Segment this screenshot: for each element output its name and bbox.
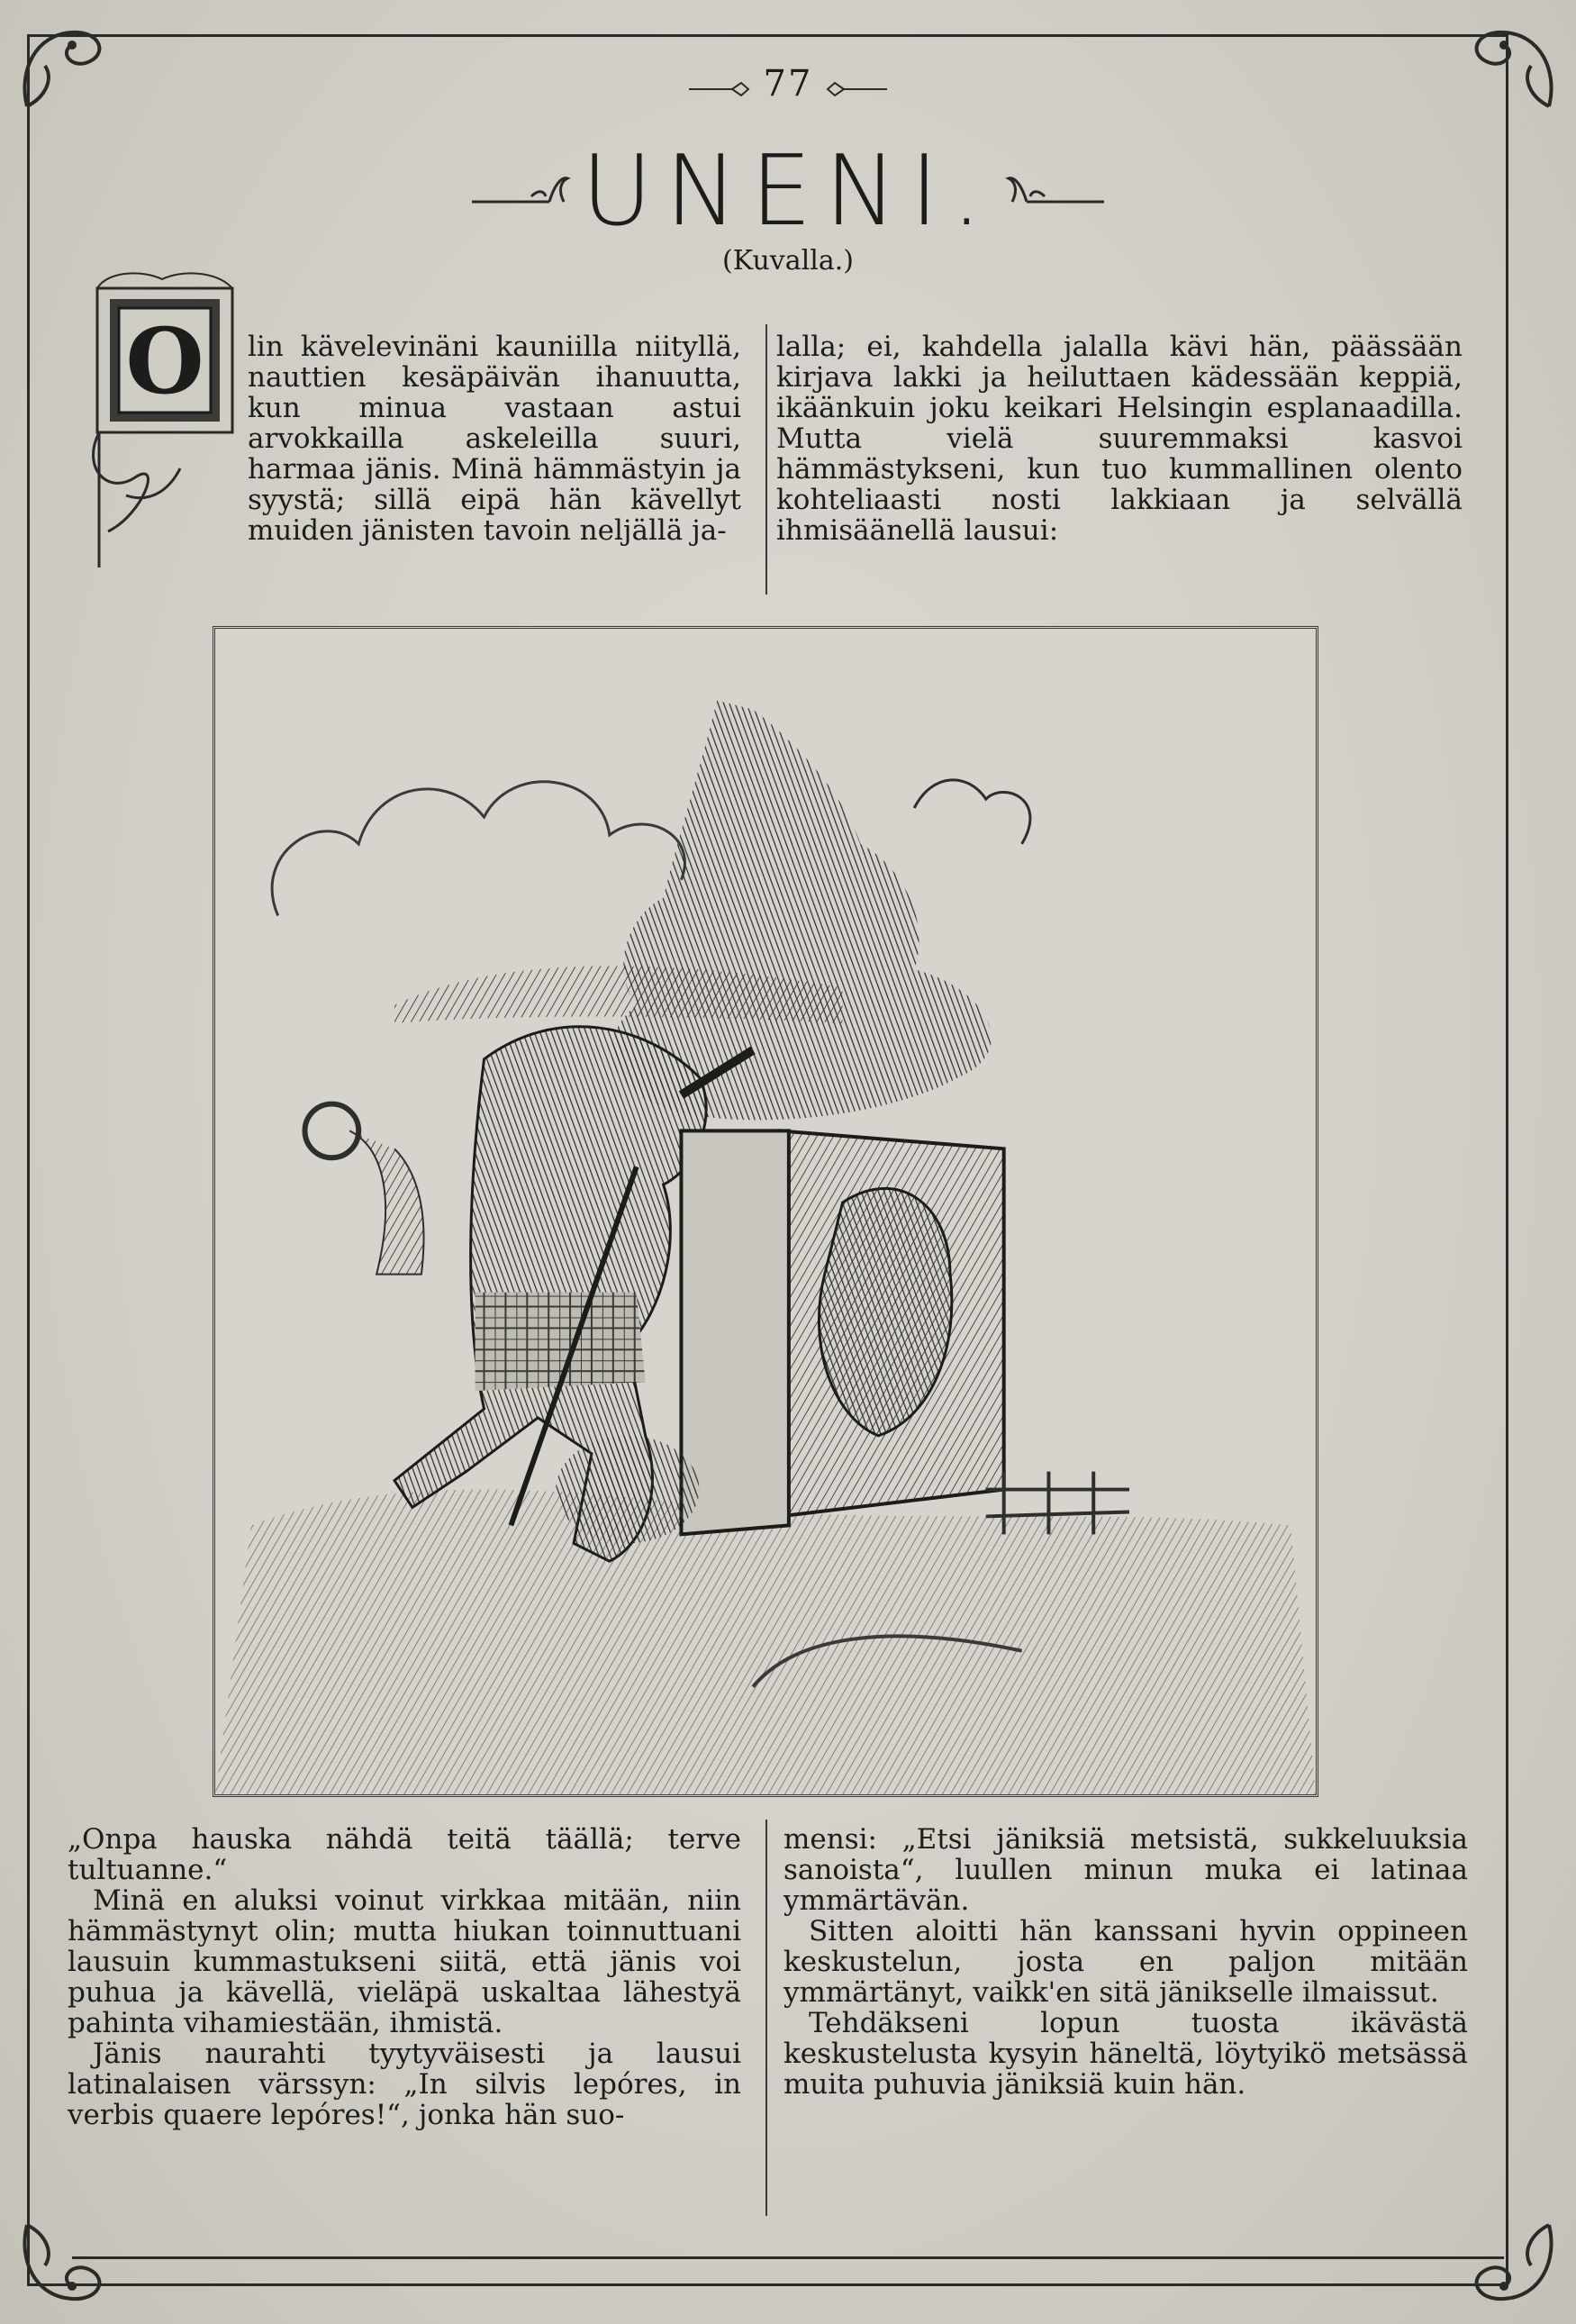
paragraph: „Onpa hauska nähdä teitä täällä; terve tultuanne.“ — [68, 1823, 741, 1886]
page-number-ornament-right — [826, 66, 889, 107]
title-line — [0, 135, 1576, 248]
paragraph: Minä en aluksi voinut virkkaa mitään, niin hämmästynyt olin; mutta hiukan toinnuttuani lausuin kummastukseni siitä, että jänis voi puhua ja kävellä, vieläpä uskaltaa lähestyä pahinta vihamiestään, ihmistä. — [68, 1884, 741, 2039]
article-title: UNENI. — [581, 135, 995, 248]
ground — [215, 1490, 1316, 1794]
bottom-rule — [72, 2256, 1504, 2259]
text-column-top-right — [776, 331, 1463, 546]
title-ornament-left — [468, 169, 576, 214]
paragraph: lin kävelevinäni kauniilla niityllä, nauttien kesäpäivän ihanuutta, kun minua vastaan astui arvokkailla askeleilla suuri, harmaa jänis. Minä hämmästyin ja syystä; sillä eipä hän kävellyt muiden jänisten tavoin neljällä ja- — [248, 331, 741, 547]
paragraph: lalla; ei, kahdella jalalla kävi hän, päässään kirjava lakki ja heiluttaen kädessään keppiä, ikäänkuin joku keikari Helsingin esplanaadilla. Mutta vielä suuremmaksi kasvoi hämmästykseni, kun tuo kummallinen olento kohteliaasti nosti lakkiaan ja selvällä ihmisäänellä lausui: — [776, 331, 1463, 547]
cloud — [272, 782, 684, 916]
page-number: 77 — [763, 63, 813, 104]
text-column-bottom-left — [68, 1824, 741, 2130]
paragraph: Jänis naurahti tyytyväisesti ja lausui latinalaisen värssyn: „In silvis lepóres, in verbis quaere lepóres!“, jonka hän suo- — [68, 2038, 741, 2131]
paragraph: Tehdäkseni lopun tuosta ikävästä keskustelusta kysyin häneltä, löytyikö metsässä muita puhuvia jäniksiä kuin hän. — [783, 2007, 1468, 2101]
decorative-initial — [72, 270, 243, 576]
text-column-top-left — [248, 331, 741, 546]
corner-ornament-bottom-right — [1459, 2207, 1567, 2315]
text-column-bottom-right — [783, 1824, 1468, 2100]
checkered-trousers — [476, 1293, 646, 1391]
corner-ornament-bottom-left — [9, 2207, 117, 2315]
column-divider-top — [765, 324, 767, 595]
engraving-illustration — [213, 626, 1318, 1797]
page-number-line — [0, 63, 1576, 107]
paragraph: mensi: „Etsi jäniksiä metsistä, sukkeluuksia sanoista“, luullen minun muka ei latinaa ymmärtävän. — [783, 1823, 1468, 1917]
plant — [914, 780, 1030, 844]
open-door — [681, 1130, 788, 1534]
bush — [556, 1436, 699, 1543]
title-ornament-right — [1000, 169, 1108, 214]
article-subtitle: (Kuvalla.) — [722, 245, 854, 277]
svg-text:O: O — [125, 308, 204, 414]
page-number-ornament-left — [687, 66, 750, 107]
paragraph: Sitten aloitti hän kanssani hyvin oppineen keskustelun, josta en paljon mitään ymmärtänyt, vaikk'en sitä jänikselle ilmaissut. — [783, 1915, 1468, 2009]
small-figure — [349, 1130, 423, 1274]
column-divider-bottom — [765, 1820, 767, 2216]
